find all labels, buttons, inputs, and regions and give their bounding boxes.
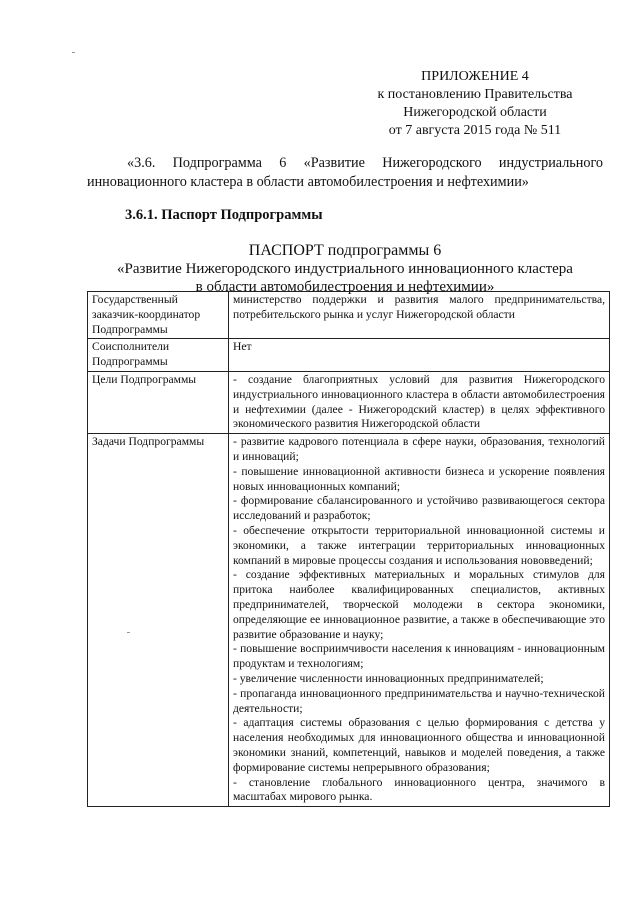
- table-row: [88, 339, 610, 372]
- task-item: - пропаганда инновационного предпринимательства и научно-технической деятельности;: [233, 686, 605, 715]
- row-label: Цели Подпрограммы: [88, 371, 229, 433]
- scan-speck: [72, 52, 75, 53]
- row-value: министерство поддержки и развития малого предпринимательства, потребительского рынка и услуг Нижегородской области: [229, 292, 610, 339]
- table-row: [88, 434, 610, 807]
- task-item: - увеличение численности инновационных предпринимателей;: [233, 671, 544, 685]
- appendix-date: от 7 августа 2015 года № 511: [388, 123, 562, 138]
- row-value: [229, 434, 610, 807]
- passport-table: [87, 291, 610, 807]
- task-item: - становление глобального инновационного центра, значимого в масштабах мирового рынка.: [233, 775, 605, 804]
- row-value: - создание благоприятных условий для развития Нижегородского индустриального инновационного кластера в области автомобилестроения и нефтехимии (далее - Нижегородский кластер) в целях эффективного экономического развития Нижегородской области: [229, 371, 610, 433]
- passport-title: [87, 242, 603, 296]
- table-row: [88, 292, 610, 339]
- task-item: - адаптация системы образования с целью формирования с детства у населения необходимых для инновационного общества и инновационной экономики знаний, компетенций, навыков и моделей поведения, а также формирование системы непрерывного образования;: [233, 716, 605, 774]
- task-item: - повышение инновационной активности бизнеса и ускорение появления новых инновационных компаний;: [233, 464, 605, 493]
- passport-title-line3: в области автомобилестроения и нефтехимии»: [195, 279, 495, 295]
- appendix-region: Нижегородской области: [403, 105, 547, 120]
- passport-title-line2: «Развитие Нижегородского индустриального инновационного кластера: [117, 261, 573, 277]
- table-row: [88, 371, 610, 433]
- appendix-header: [360, 68, 590, 140]
- row-label: Задачи Подпрограммы: [88, 434, 229, 807]
- appendix-reference: к постановлению Правительства: [377, 87, 573, 102]
- task-item: - обеспечение открытости территориальной инновационной системы и экономики, а также интеграции территориальных инновационных компаний в мировые процессы создания и использования нововведений;: [233, 523, 605, 567]
- task-item: - развитие кадрового потенциала в сфере науки, образования, технологий и инноваций;: [233, 435, 605, 463]
- row-value: Нет: [229, 339, 610, 372]
- appendix-number: ПРИЛОЖЕНИЕ 4: [421, 69, 529, 84]
- task-item: - повышение восприимчивости населения к инновациям - инновационным продуктам и технологиям;: [233, 642, 605, 671]
- subprogram-intro: «3.6. Подпрограмма 6 «Развитие Нижегородского индустриального инновационного кластера в области автомобилестроения и нефтехимии»: [87, 155, 603, 190]
- task-item: - формирование сбалансированного и устойчиво развивающегося сектора исследований и разработок;: [233, 494, 605, 523]
- section-heading: 3.6.1. Паспорт Подпрограммы: [125, 207, 323, 223]
- row-label: Государственный заказчик-координатор Подпрограммы: [88, 292, 229, 339]
- passport-title-line1: ПАСПОРТ подпрограммы 6: [248, 242, 442, 259]
- row-label: Соисполнители Подпрограммы: [88, 339, 229, 372]
- task-item: - создание эффективных материальных и моральных стимулов для притока наиболее квалифицированных специалистов, активных предпринимателей, творческой молодежи в сектора экономики, определяющие ее инновационное развитие, а также в обеспечивающие это развитие образование и науку;: [233, 568, 605, 641]
